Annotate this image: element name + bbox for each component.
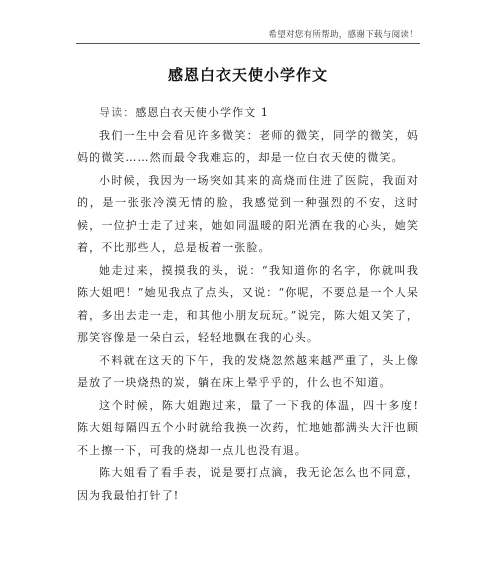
header-divider — [76, 43, 420, 44]
paragraph-3: 她走过来，摸摸我的头，说：“我知道你的名字，你就叫我陈大姐吧！”她见我点了点头，又说：“你呢，不要总是一个人呆着，多出去走一走，和其他小朋友玩玩。”说完，陈大姐又笑了，那笑容像是一朵白云，轻轻地飘在我的心头。 — [77, 263, 419, 344]
guide-text: 感恩白衣天使小学作文 1 — [135, 106, 270, 119]
paragraph-2: 小时候，我因为一场突如其来的高烧而住进了医院，我面对的，是一张张冷漠无情的脸，我感觉到一种强烈的不安，这时候，一位护士走了过来，她如同温暖的阳光洒在我的心头，她笑着，不比那些人，总是板着一张脸。 — [77, 173, 419, 254]
guide-label: 导读： — [99, 106, 136, 119]
article-body — [77, 102, 419, 507]
document-title: 感恩白衣天使小学作文 — [167, 66, 328, 84]
header-note: 希望对您有所帮助，感谢下载与阅读！ — [268, 30, 418, 40]
guide-line — [77, 102, 419, 125]
paragraph-5: 这个时候，陈大姐跑过来，量了一下我的体温，四十多度!陈大姐每隔四五个小时就给我换一次药，忙地她都满头大汗也顾不上擦一下，可我的烧却一点儿也没有退。 — [77, 398, 419, 457]
paragraph-6: 陈大姐看了看手表，说是要打点滴，我无论怎么也不同意，因为我最怕打针了! — [77, 466, 419, 502]
page-header — [0, 0, 496, 46]
paragraph-1: 我们一生中会看见许多微笑：老师的微笑，同学的微笑，妈妈的微笑……然而最令我难忘的，却是一位白衣天使的微笑。 — [77, 128, 419, 164]
paragraph-4: 不料就在这天的下午，我的发烧忽然越来越严重了，头上像是放了一块烧热的炭，躺在床上晕乎乎的，什么也不知道。 — [77, 353, 419, 389]
